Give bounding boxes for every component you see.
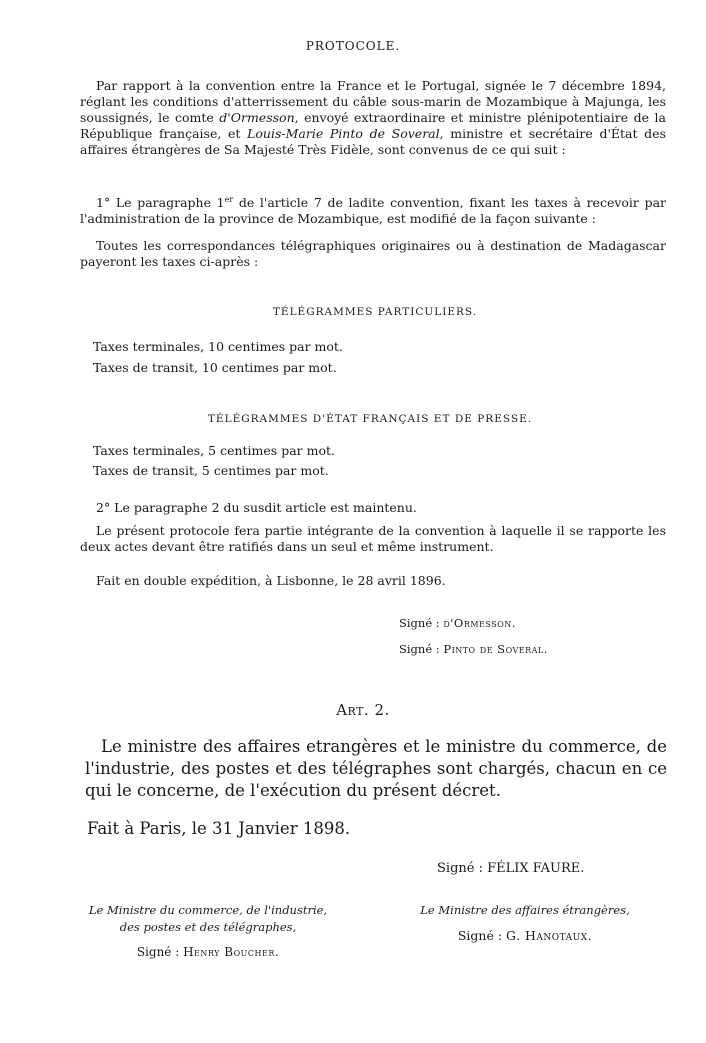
protocole-integral: Le présent protocole fera partie intégrante de la convention à laquelle il se rapporte les deux actes devant être ratifiés dans un seul et même instrument.	[80, 523, 666, 554]
protocole-intro	[80, 78, 666, 158]
signature-label: Signé :	[399, 616, 440, 630]
state-tax-transit: Taxes de transit, 5 centimes par mot.	[93, 463, 329, 478]
signature-name: d'Ormesson.	[443, 616, 516, 630]
private-telegrams-heading: TÉLÉGRAMMES PARTICULIERS.	[272, 306, 478, 318]
right-minister-title: Le Ministre des affaires étrangères,	[420, 903, 630, 917]
protocole-done-at: Fait en double expédition, à Lisbonne, le 28 avril 1896.	[96, 573, 446, 588]
intro-text-2: , envoyé extraordinaire et ministre plénipotentiaire de la République française, et	[80, 110, 666, 141]
intro-name-ormesson: d'Ormesson	[219, 110, 295, 125]
intro-name-soveral: Louis-Marie Pinto de Soveral	[247, 126, 440, 141]
left-minister-name: Henry Boucher.	[183, 945, 280, 959]
article-2-heading	[0, 701, 706, 719]
point1-sup: er	[224, 195, 234, 204]
private-tax-transit: Taxes de transit, 10 centimes par mot.	[93, 360, 337, 375]
president-signature	[437, 861, 584, 876]
article-2-heading-text: Art. 2.	[336, 701, 390, 719]
right-minister-name: G. Hanotaux.	[506, 928, 593, 943]
protocole-point-2: 2° Le paragraphe 2 du susdit article est maintenu.	[96, 500, 417, 515]
protocole-point-1	[80, 192, 666, 227]
state-telegrams-heading: TÉLÉGRAMMES D'ÉTAT FRANÇAIS ET DE PRESSE.	[207, 413, 533, 425]
signature-label: Signé :	[399, 642, 440, 656]
left-minister-title-2: des postes et des télégraphes,	[119, 920, 297, 934]
private-tax-terminal: Taxes terminales, 10 centimes par mot.	[93, 339, 343, 354]
article-2-body: Le ministre des affaires etrangères et le ministre du commerce, de l'industrie, des postes et des télégraphes sont chargés, chacun en ce qui le concerne, de l'exécution du présent décret.	[85, 737, 667, 800]
point1-pre: 1° Le paragraphe 1	[96, 195, 225, 211]
signature-name: Pinto de Soveral.	[443, 642, 548, 656]
left-minister-title-1: Le Ministre du commerce, de l'industrie,	[88, 903, 328, 917]
protocole-title: PROTOCOLE.	[305, 39, 401, 53]
protocole-correspondence: Toutes les correspondances télégraphiques originaires ou à destination de Madagascar payeront les taxes ci-après :	[80, 238, 666, 269]
point1-post: de l'article 7 de ladite convention, fixant les taxes à recevoir par l'administration de la province de Mozambique, est modifié de la façon suivante :	[80, 195, 666, 227]
intro-text-1: Par rapport à la convention entre la France et le Portugal, signée le 7 décembre 1894, réglant les conditions d'atterrissement du câble sous-marin de Mozambique à Majunga, les soussignés, le comte	[80, 78, 666, 125]
intro-text-3: , ministre et secrétaire d'État des affaires étrangères de Sa Majesté Très Fidèle, sont convenus de ce qui suit :	[80, 126, 666, 157]
right-minister-label: Signé :	[457, 928, 503, 943]
signature-soveral	[399, 641, 548, 657]
state-tax-terminal: Taxes terminales, 5 centimes par mot.	[93, 443, 335, 458]
president-name: FÉLIX FAURE.	[487, 861, 585, 876]
article-2-done-at: Fait à Paris, le 31 Janvier 1898.	[87, 819, 351, 838]
right-minister-signature	[380, 928, 670, 943]
left-minister-label: Signé :	[136, 945, 180, 959]
left-minister-signature	[58, 945, 358, 959]
president-signature-label: Signé :	[437, 861, 483, 876]
signature-ormesson	[399, 615, 516, 631]
